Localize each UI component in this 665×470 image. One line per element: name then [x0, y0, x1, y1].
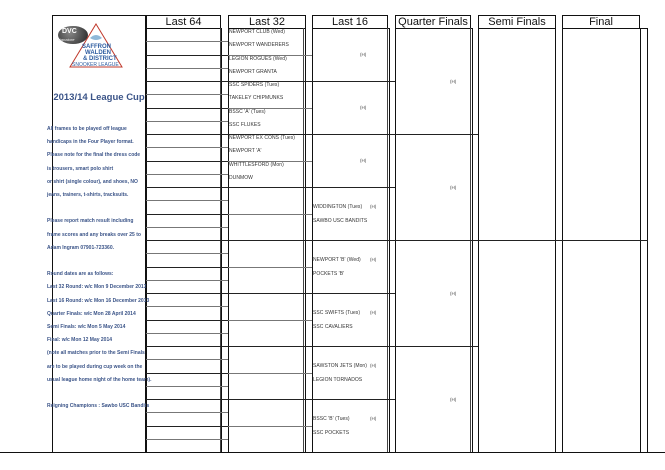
note-line: All frames to be played off league — [47, 126, 127, 132]
team-name: SSC FLUKES — [229, 121, 261, 128]
row-divider — [146, 439, 228, 440]
row-divider — [146, 41, 228, 42]
row-divider — [146, 373, 228, 374]
row-divider — [228, 320, 312, 321]
row-divider — [146, 94, 228, 95]
row-divider — [146, 227, 228, 228]
dvc-badge-text: DVC — [62, 28, 77, 35]
note-line: Semi Finals: w/c Mon 5 May 2014 — [47, 324, 126, 330]
row-divider — [146, 108, 228, 109]
note-line: Last 32 Round: w/c Mon 9 December 2013 — [47, 284, 147, 291]
round-header-last16: Last 16 — [312, 15, 388, 29]
home-marker: (H) — [370, 363, 377, 369]
team-name: NEWPORT WANDERERS — [229, 42, 289, 49]
note-line: jeans, trainers, t-shirts, tracksuits. — [47, 192, 129, 198]
team-name: SSC CAVALIERS — [313, 323, 353, 330]
row-divider — [146, 333, 228, 334]
row-divider — [395, 346, 478, 347]
row-divider — [146, 426, 228, 427]
note-line: (note all matches prior to the Semi Finals — [47, 350, 145, 357]
note-line: or shirt (single colour), and shoes, NO — [47, 178, 138, 185]
row-divider — [312, 399, 395, 400]
row-divider — [146, 253, 228, 254]
note-line: Final: w/c Mon 12 May 2014 — [47, 337, 113, 344]
team-name: SAWBO USC BANDITS — [313, 217, 368, 224]
team-name: SSC POCKETS — [313, 429, 350, 436]
home-marker: (H) — [450, 185, 457, 190]
row-divider — [228, 267, 312, 268]
team-name: SSC SPIDERS (Tues) — [229, 82, 280, 88]
team-name: LEGION TORNADOS — [313, 376, 363, 383]
row-divider — [146, 293, 228, 294]
round-header-last32: Last 32 — [228, 15, 306, 29]
note-line: is trousers, smart polo shirt — [47, 165, 114, 172]
team-name: POCKETS 'B' — [313, 270, 345, 277]
row-divider — [312, 187, 395, 188]
row-divider — [146, 320, 228, 321]
row-divider — [312, 240, 395, 241]
row-divider — [146, 174, 228, 175]
row-divider — [146, 134, 228, 135]
row-divider — [146, 280, 228, 281]
note-line: frame scores and any breaks over 25 to — [47, 231, 141, 238]
team-name: WIDDINGTON (Tues) — [313, 204, 363, 211]
home-marker: (H) — [370, 310, 377, 316]
home-marker: (H) — [360, 157, 367, 163]
row-divider — [146, 386, 228, 387]
home-marker: (H) — [450, 79, 457, 84]
row-divider — [146, 81, 228, 82]
team-name: NEWPORT CLUB (Wed) — [229, 29, 285, 35]
row-divider — [146, 187, 228, 188]
row-divider — [146, 412, 228, 413]
note-line: Round dates are as follows: — [47, 271, 114, 278]
home-marker: (H) — [360, 104, 367, 110]
note-line: Adam Ingram 07901-723360. — [47, 244, 114, 251]
row-divider — [228, 346, 312, 347]
note-line: Please report match result including — [47, 218, 134, 225]
home-marker: (H) — [450, 291, 457, 296]
row-divider — [312, 293, 395, 294]
logo-line-4: SNOOKER LEAGUE — [72, 62, 119, 68]
logo-line-1: SAFFRON — [82, 44, 111, 50]
row-divider — [146, 240, 228, 241]
row-divider — [395, 134, 478, 135]
row-divider — [146, 306, 228, 307]
team-name: NEWPORT 'B' (Wed) — [313, 257, 361, 264]
row-divider — [146, 359, 228, 360]
page-title: 2013/14 League Cup — [53, 92, 145, 103]
team-name: BSSC 'A' (Tues) — [229, 108, 266, 115]
row-divider — [228, 214, 312, 215]
team-name: DUNMOW — [229, 174, 253, 181]
row-divider — [146, 346, 228, 347]
note-line: usual league home night of the home team). — [47, 376, 152, 383]
row-divider — [146, 147, 228, 148]
team-name: LEGION ROGUES (Wed) — [229, 55, 287, 62]
row-divider — [228, 399, 312, 400]
row-divider — [146, 399, 228, 400]
home-marker: (H) — [450, 397, 457, 402]
logo-line-3: & DISTRICT — [83, 56, 117, 62]
row-divider — [146, 55, 228, 56]
row-divider — [312, 346, 395, 347]
row-divider — [228, 187, 312, 188]
team-name: SAWSTON JETS (Mon) — [313, 363, 367, 370]
team-name: BSSC 'B' (Tues) — [313, 416, 350, 423]
team-name: SSC SWIFTS (Tues) — [313, 310, 361, 317]
row-divider — [312, 81, 395, 82]
note-line: handicaps in the Four Player format. — [47, 139, 134, 146]
row-divider — [146, 161, 228, 162]
note-line: Last 16 Round: w/c Mon 16 December 2013 — [47, 297, 150, 304]
row-divider — [395, 240, 478, 241]
note-line: are to be played during cup week on the — [47, 363, 143, 370]
row-divider — [228, 293, 312, 294]
round-header-last64: Last 64 — [146, 15, 221, 29]
round-header-qf: Quarter Finals — [395, 15, 471, 29]
home-marker: (H) — [360, 51, 367, 57]
bottom-rule — [0, 452, 665, 453]
home-marker: (H) — [370, 257, 377, 263]
row-divider — [146, 121, 228, 122]
row-divider — [146, 267, 228, 268]
team-name: TAKELEY CHIPMUNKS — [229, 95, 284, 102]
row-divider — [228, 373, 312, 374]
row-divider — [228, 426, 312, 427]
note-line: Quarter Finals: w/c Mon 28 April 2014 — [47, 310, 136, 317]
row-divider — [228, 240, 312, 241]
team-name: NEWPORT 'A' — [229, 148, 262, 155]
team-name: NEWPORT GRANTA — [229, 68, 277, 75]
note-line: Please note for the final the dress code — [47, 152, 141, 159]
row-divider — [478, 240, 648, 241]
team-name: NEWPORT EX CONS (Tues) — [229, 135, 296, 141]
dvc-badge-sub: signature — [58, 37, 75, 42]
row-divider — [146, 68, 228, 69]
home-marker: (H) — [370, 416, 377, 422]
round-header-sf: Semi Finals — [478, 15, 556, 29]
round-header-final: Final — [562, 15, 640, 29]
row-divider — [312, 134, 395, 135]
home-marker: (H) — [370, 204, 377, 210]
row-divider — [146, 214, 228, 215]
row-divider — [146, 200, 228, 201]
logo-line-2: WALDEN — [85, 50, 111, 56]
note-line: Reigning Champions : Sawbo USC Bandits — [47, 403, 150, 410]
team-name: WHITTLESFORD (Mon) — [229, 161, 284, 168]
